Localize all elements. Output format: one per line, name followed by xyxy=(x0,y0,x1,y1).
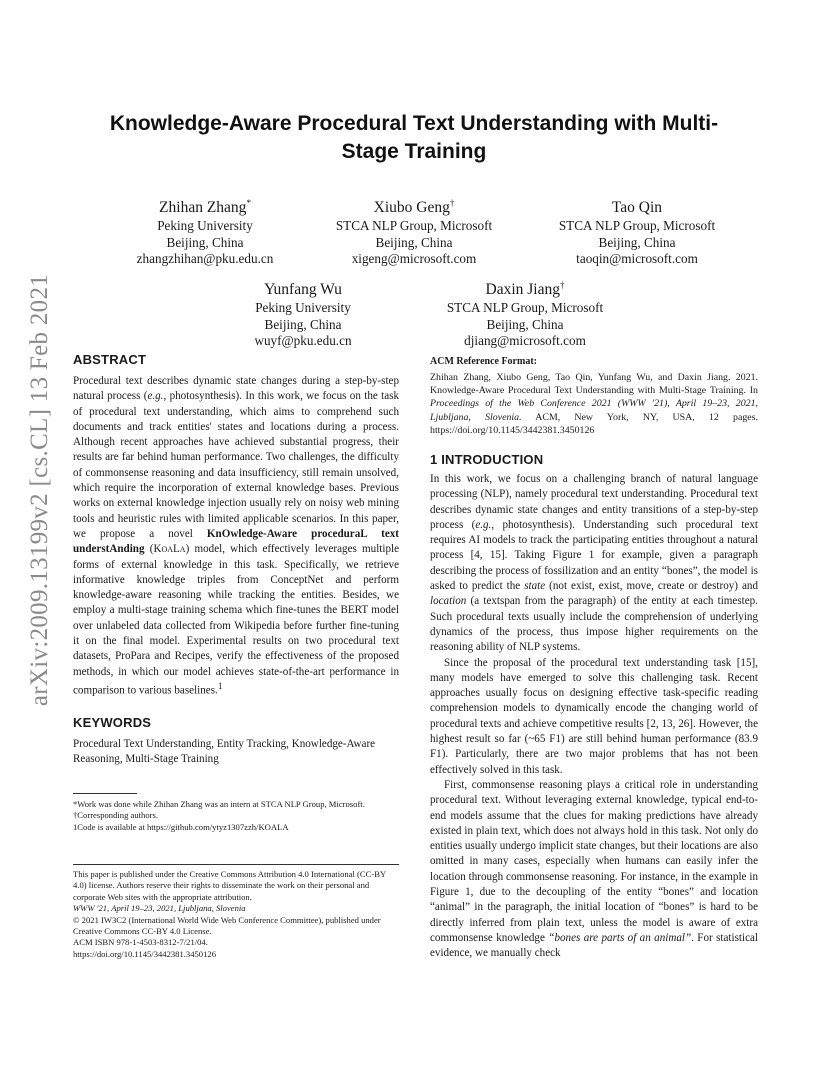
keywords-heading: KEYWORDS xyxy=(73,715,152,730)
author-email[interactable]: taoqin@microsoft.com xyxy=(576,251,698,267)
author-block xyxy=(294,193,534,268)
author-email[interactable]: djiang@microsoft.com xyxy=(464,333,586,349)
author-name: Xiubo Geng† xyxy=(373,198,455,217)
arxiv-watermark xyxy=(20,273,60,707)
author-block xyxy=(405,275,645,350)
author-name: Zhihan Zhang* xyxy=(159,198,251,217)
acm-ref-heading: ACM Reference Format: xyxy=(430,356,537,367)
abstract-heading: ABSTRACT xyxy=(73,352,147,367)
footnote: †Corresponding authors. xyxy=(73,810,158,821)
intro-heading: 1 INTRODUCTION xyxy=(430,452,544,467)
acm-ref-text: Zhihan Zhang, Xiubo Geng, Tao Qin, Yunfang Wu, and Daxin Jiang. 2021. Knowledge-Aware Procedural Text Understanding with Multi-Stage Training. In Proceedings of the Web Conference 2021 (WWW '21), April 19–23, 2021, Ljubljana, Slovenia. ACM, New York, NY, USA, 12 pages. https://doi.org/10.1145/3442381.3450126 xyxy=(430,372,758,436)
arxiv-id-text: arXiv:2009.13199v2 [cs.CL] 13 Feb 2021 xyxy=(26,273,53,707)
intro-paragraph: In this work, we focus on a challenging branch of natural language processing (NLP), namely procedural text understanding. Procedural text describes dynamic state changes and entity transitions of a step-by-step process (e.g., photosynthesis). Understanding such procedural text requires AI models to track the participating entities throughout a natural process [4, 15]. Taking Figure 1 for example, given a paragraph describing the process of fossilization and an entity “bones”, the model is asked to predict the state (not exist, exist, move, create or destroy) and location (a textspan from the paragraph) of the entity at each timestep. Such procedural texts usually include the comprehension of underlying dynamics of the process, thus impose higher requirements on the reasoning ability of NLP systems. xyxy=(430,473,758,654)
doi-link[interactable]: https://doi.org/10.1145/3442381.3450126 xyxy=(73,948,216,959)
abstract-text: Procedural text describes dynamic state changes during a step-by-step natural process (e.g., photosynthesis). In this work, we focus on the task of procedural text understanding, which aims to comprehend such documents and track entities' states and locations during a process. Although recent approaches have achieved substantial progress, their results are far behind human performance. Two challenges, the difficulty of commonsense reasoning and data insufficiency, still remain unsolved, which require the incorporation of external knowledge bases. Previous works on external knowledge injection usually rely on noisy web mining tools and heuristic rules with limited applicable scenarios. In this paper, we propose a novel KnOwledge-Aware proceduraL text understAnding (KoaLa) model, which effectively leverages multiple forms of external knowledge in this task. Specifically, we retrieve informative knowledge triples from ConceptNet and perform knowledge-aware reasoning while tracking the entities. Besides, we employ a multi-stage training schema which fine-tunes the BERT model over unlabeled data collected from Wikipedia before further fine-tuning it on the final model. Experimental results on two procedural text datasets, ProPara and Recipes, verify the effectiveness of the proposed methods, in which our model achieves state-of-the-art performance in comparison to various baselines.$^1$ xyxy=(73,375,399,697)
footnote[interactable]: 1Code is available at https://github.com/ytyz1307zzh/KOALA xyxy=(73,821,289,832)
intro-body xyxy=(430,472,758,962)
footnote: *Work was done while Zhihan Zhang was an intern at STCA NLP Group, Microsoft. xyxy=(73,799,365,809)
author-email[interactable]: xigeng@microsoft.com xyxy=(351,251,477,267)
author-affiliation: STCA NLP Group, Microsoft xyxy=(558,218,716,234)
author-location: Beijing, China xyxy=(598,234,676,250)
footnote-rule xyxy=(73,793,137,794)
author-name: Yunfang Wu xyxy=(264,281,342,299)
author-affiliation: STCA NLP Group, Microsoft xyxy=(446,300,604,316)
author-block xyxy=(183,275,423,350)
author-email[interactable]: wuyf@pku.edu.cn xyxy=(254,333,352,349)
author-name: Daxin Jiang† xyxy=(485,280,565,299)
keywords-text: Procedural Text Understanding, Entity Tracking, Knowledge-Aware Reasoning, Multi-Stage Training xyxy=(73,738,376,766)
author-affiliation: Peking University xyxy=(255,300,351,316)
author-name: Tao Qin xyxy=(611,199,663,217)
author-block xyxy=(517,193,757,268)
author-location: Beijing, China xyxy=(264,316,342,332)
author-email[interactable]: zhangzhihan@pku.edu.cn xyxy=(136,251,274,267)
copyright-line: © 2021 IW3C2 (International World Wide Web Conference Committee), published under Creative Commons CC-BY 4.0 License. xyxy=(73,914,381,937)
isbn-line: ACM ISBN 978-1-4503-8312-7/21/04. xyxy=(73,937,208,948)
license-text: This paper is published under the Creative Commons Attribution 4.0 International (CC-BY 4.0) license. Authors reserve their rights to disseminate the work on their personal and corporate Web sites with the appropriate attribution. xyxy=(73,869,386,902)
author-location: Beijing, China xyxy=(486,316,564,332)
footnotes xyxy=(73,799,403,833)
author-block xyxy=(85,193,325,268)
venue-line: WWW '21, April 19–23, 2021, Ljubljana, Slovenia xyxy=(73,903,246,914)
author-affiliation: STCA NLP Group, Microsoft xyxy=(335,218,493,234)
author-affiliation: Peking University xyxy=(157,218,253,234)
intro-paragraph: First, commonsense reasoning plays a critical role in understanding procedural text. Without leveraging external knowledge, typical end-to-end models assume that the clues for making predictions have already existed in plain text, which does not always hold in this task. Not only do entities usually undergo implicit state changes, but their locations are also omitted in many cases, especially when humans can easily infer the location through commonsense reasoning. For instance, in the example in Figure 1, due to the decoupling of the entity “bones” and location “animal” in the paragraph, the initial location of “bones” is hard to be directly inferred from plain text, unless the model is aware of extra commonsense knowledge “bones are parts of an animal”. For statistical evidence, we manually check xyxy=(430,778,758,960)
paper-title: Knowledge-Aware Procedural Text Understanding with Multi-Stage Training xyxy=(109,112,719,163)
intro-paragraph: Since the proposal of the procedural text understanding task [15], many models have emerged to solve this challenging task. Recent approaches usually focus on designing effective task-specific reading comprehension models to dynamically encode the changing world of procedural texts and achieve competitive results [2, 13, 26]. However, the highest result so far (~65 F1) are still behind human performance (83.9 F1). Particularly, there are two major problems that has not been effectively solved in this task. xyxy=(430,656,758,776)
license-rule xyxy=(73,864,399,865)
author-location: Beijing, China xyxy=(166,234,244,250)
author-location: Beijing, China xyxy=(375,234,453,250)
license-block xyxy=(73,869,399,960)
